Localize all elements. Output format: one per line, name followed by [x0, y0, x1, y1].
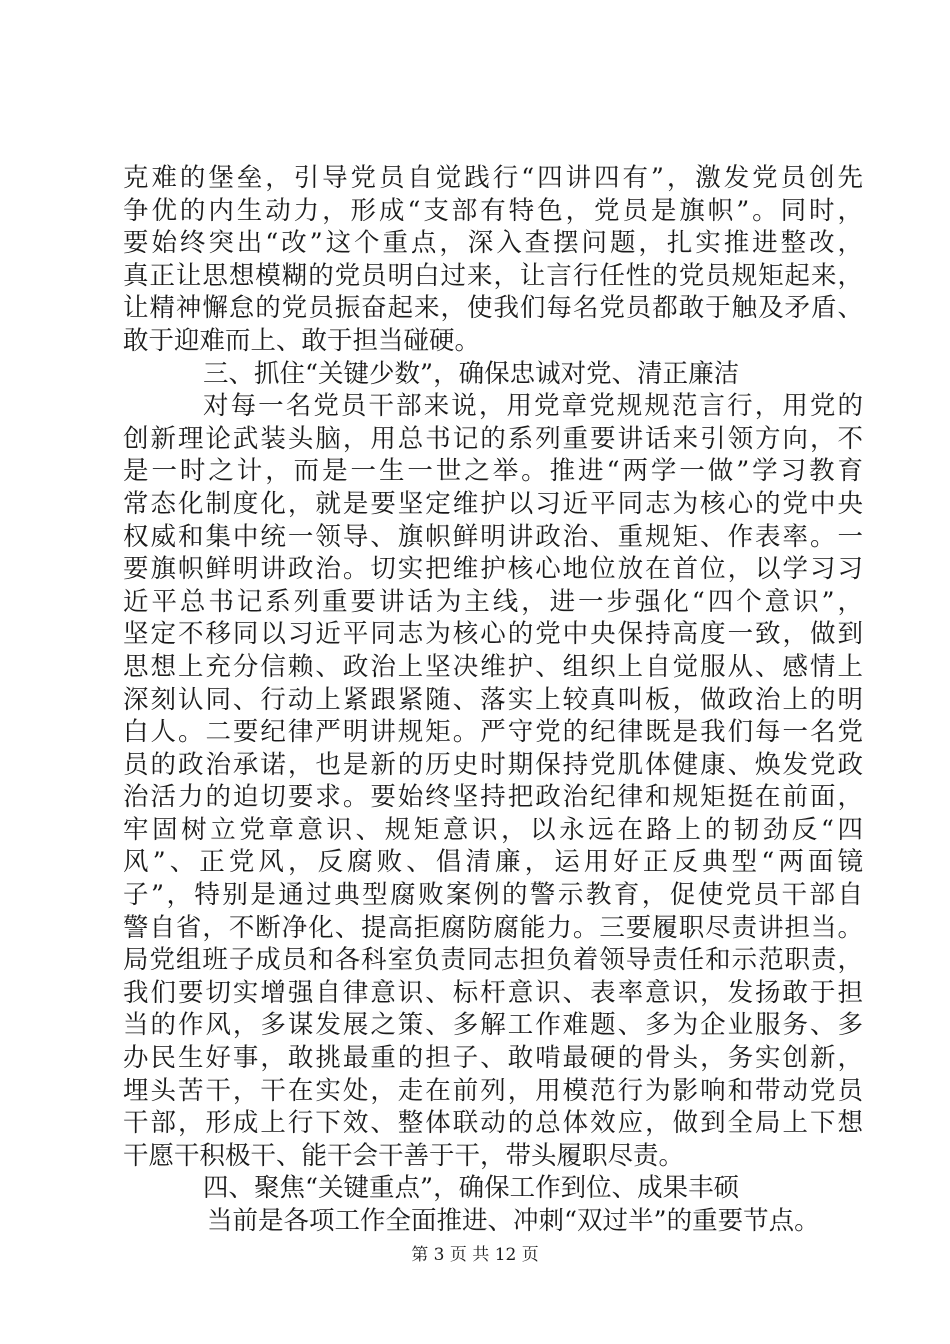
- text-line: 争优的内生动力，形成“支部有特色，党员是旗帜”。同时，: [123, 195, 863, 226]
- text-line: 权威和集中统一领导、旗帜鲜明讲政治、重规矩、作表率。一: [123, 521, 863, 552]
- page-number-footer: 第 3 页 共 12 页: [411, 1245, 539, 1265]
- text-line: 白人。二要纪律严明讲规矩。严守党的纪律既是我们每一名党: [123, 717, 863, 748]
- text-line: 警自省，不断净化、提高拒腐防腐能力。三要履职尽责讲担当。: [123, 912, 863, 943]
- text-line: 干愿干积极干、能干会干善于干，带头履职尽责。: [123, 1140, 685, 1171]
- text-line: 牢固树立党章意识、规矩意识，以永远在路上的韧劲反“四: [123, 814, 863, 845]
- text-line: 思想上充分信赖、政治上坚决维护、组织上自觉服从、感情上: [123, 651, 863, 682]
- text-line: 治活力的迫切要求。要始终坚持把政治纪律和规矩挺在前面，: [123, 782, 863, 813]
- text-line: 常态化制度化，就是要坚定维护以习近平同志为核心的党中央: [123, 488, 863, 519]
- text-line: 敢于迎难而上、敢于担当碰硬。: [123, 325, 481, 356]
- text-line: 要旗帜鲜明讲政治。切实把维护核心地位放在首位，以学习习: [123, 554, 863, 585]
- section-heading-4: 四、聚焦“关键重点”，确保工作到位、成果丰硕: [203, 1173, 740, 1204]
- text-line: 让精神懈怠的党员振奋起来，使我们每名党员都敢于触及矛盾、: [123, 293, 863, 324]
- text-line: 当前是各项工作全面推进、冲刺“双过半”的重要节点。: [207, 1206, 820, 1236]
- section-heading-3: 三、抓住“关键少数”，确保忠诚对党、清正廉洁: [203, 358, 740, 389]
- text-line: 深刻认同、行动上紧跟紧随、落实上较真叫板，做政治上的明: [123, 684, 863, 715]
- text-line: 要始终突出“改”这个重点，深入查摆问题，扎实推进整改，: [123, 228, 863, 259]
- text-line: 坚定不移同以习近平同志为核心的党中央保持高度一致，做到: [123, 619, 863, 650]
- text-line: 当的作风，多谋发展之策、多解工作难题、多为企业服务、多: [123, 1010, 863, 1041]
- text-line: 干部，形成上行下效、整体联动的总体效应，做到全局上下想: [123, 1108, 863, 1139]
- text-line: 办民生好事，敢挑最重的担子、敢啃最硬的骨头，务实创新，: [123, 1043, 863, 1074]
- text-line: 风”、正党风，反腐败、倡清廉，运用好正反典型“两面镜: [123, 847, 863, 878]
- text-line: 克难的堡垒，引导党员自觉践行“四讲四有”，激发党员创先: [123, 163, 863, 193]
- text-line: 子”，特别是通过典型腐败案例的警示教育，促使党员干部自: [123, 880, 863, 911]
- text-line: 近平总书记系列重要讲话为主线，进一步强化“四个意识”，: [123, 586, 863, 617]
- text-line: 员的政治承诺，也是新的历史时期保持党肌体健康、焕发党政: [123, 749, 863, 780]
- text-line: 是一时之计，而是一生一世之举。推进“两学一做”学习教育: [123, 456, 863, 487]
- text-line: 真正让思想模糊的党员明白过来，让言行任性的党员规矩起来，: [123, 260, 863, 291]
- text-line: 埋头苦干，干在实处，走在前列，用模范行为影响和带动党员: [123, 1075, 863, 1106]
- document-body: [123, 162, 863, 1238]
- text-line: 对每一名党员干部来说，用党章党规规范言行，用党的: [203, 391, 863, 422]
- text-line: 创新理论武装头脑，用总书记的系列重要讲话来引领方向，不: [123, 423, 863, 454]
- text-line: 局党组班子成员和各科室负责同志担负着领导责任和示范职责，: [123, 945, 863, 976]
- text-line: 我们要切实增强自律意识、标杆意识、表率意识，发扬敢于担: [123, 977, 863, 1008]
